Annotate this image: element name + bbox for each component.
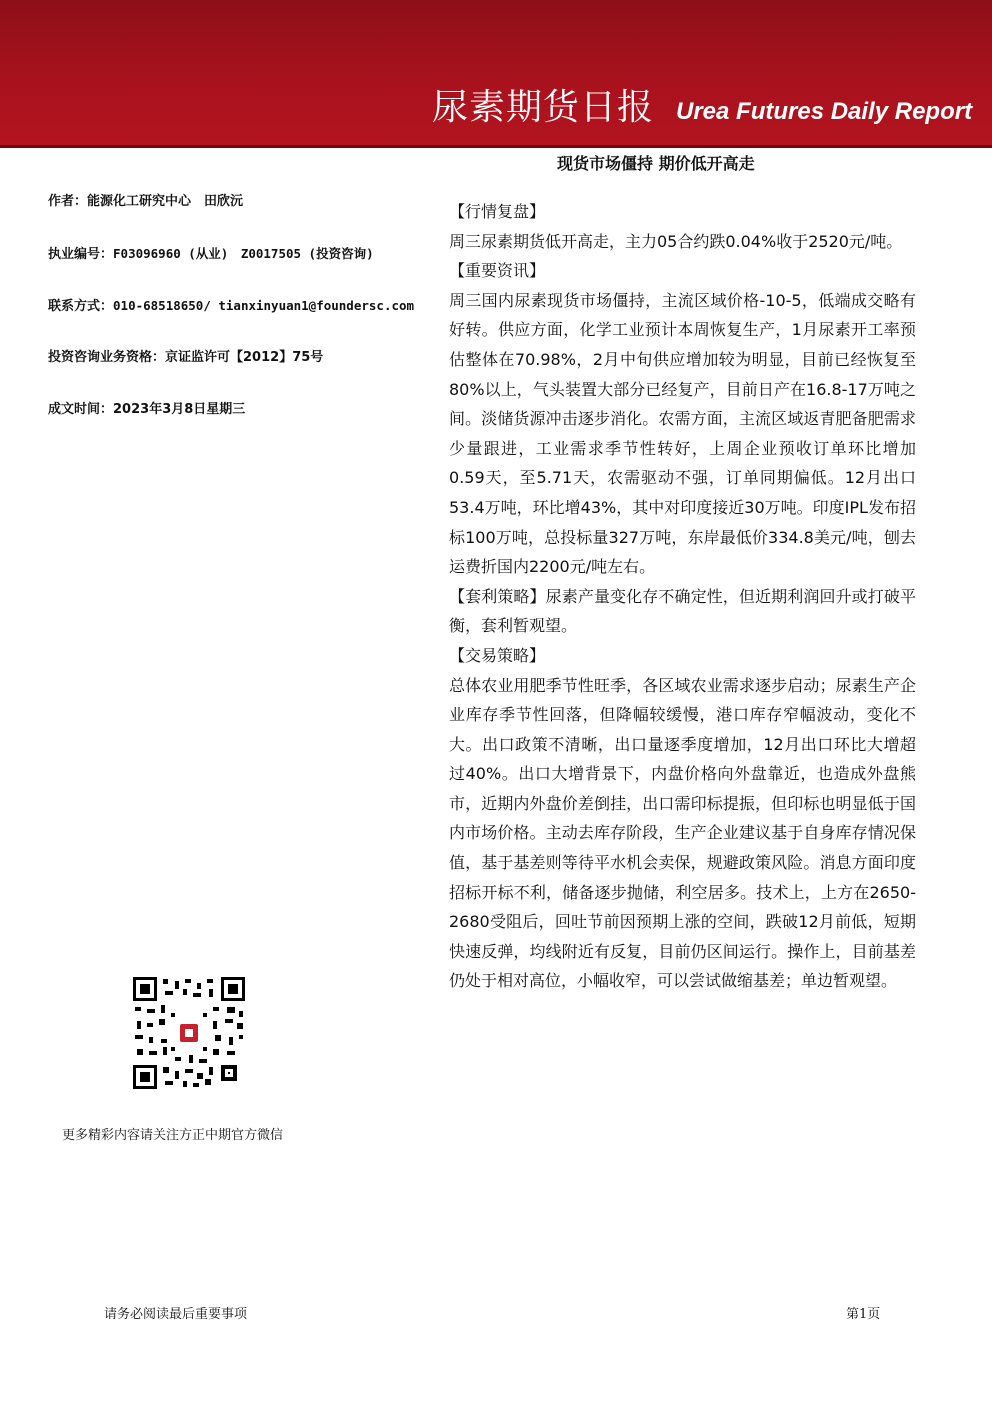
report-title-en: Urea Futures Daily Report — [676, 98, 973, 125]
trading-heading: 【交易策略】 — [449, 645, 546, 665]
arbitrage-paragraph — [449, 582, 916, 641]
author-line — [48, 192, 243, 212]
license-value: F03096960 (从业) Z0017505 (投资咨询) — [113, 246, 374, 261]
report-body — [449, 197, 916, 996]
footer-notice: 请务必阅读最后重要事项 — [104, 1307, 248, 1322]
arbitrage-text: 尿素产量变化存不确定性，但近期利润回升或打破平衡，套利暂观望。 — [449, 586, 916, 636]
license-line — [48, 244, 374, 265]
contact-line — [48, 296, 414, 317]
qualification-line — [48, 348, 323, 368]
date-value: 2023年3月8日星期三 — [113, 402, 246, 417]
author-label: 作者： — [48, 194, 88, 209]
market-review-heading: 【行情复盘】 — [449, 202, 546, 221]
date-label: 成文时间： — [48, 402, 114, 417]
qualification-value: 京证监许可【2012】75号 — [165, 350, 324, 365]
report-subtitle: 现货市场僵持 期价低开高走 — [557, 154, 755, 173]
news-heading: 【重要资讯】 — [449, 261, 546, 281]
qualification-label: 投资咨询业务资格： — [48, 350, 166, 365]
author-value: 能源化工研究中心 田欣沅 — [87, 194, 244, 209]
report-title-cn: 尿素期货日报 — [432, 87, 655, 128]
license-label: 执业编号： — [48, 247, 114, 262]
market-review-text: 周三尿素期货低开高走，主力05合约跌0.04%收于2520元/吨。 — [449, 231, 903, 251]
date-line — [48, 400, 245, 420]
contact-value: 010-68518650/ tianxinyuan1@foundersc.com — [113, 298, 415, 313]
header-divider — [0, 145, 992, 148]
wechat-qr-code — [133, 977, 245, 1089]
arbitrage-heading: 【套利策略】 — [449, 586, 546, 606]
trading-text: 总体农业用肥季节性旺季，各区域农业需求逐步启动；尿素生产企业库存季节性回落，但降幅较缓慢，港口库存窄幅波动，变化不大。出口政策不清晰，出口量逐季度增加，12月出口环比大增超过40%。出口大增背景下，内盘价格向外盘靠近，也造成外盘熊市，近期内外盘价差倒挂，出口需印标提振，但印标也明显低于国内市场价格。主动去库存阶段，生产企业建议基于自身库存情况保值，基于基差则等待平水机会卖保，规避政策风险。消息方面印度招标开标不利，储备逐步抛储，利空居多。技术上，上方在2650-2680受阻后，回吐节前因预期上涨的空间，跌破12月前低，短期快速反弹，均线附近有反复，目前仍区间运行。操作上，目前基差仍处于相对高位，小幅收窄，可以尝试做缩基差；单边暂观望。 — [449, 675, 916, 991]
qr-caption: 更多精彩内容请关注方正中期官方微信 — [62, 1128, 284, 1143]
contact-label: 联系方式： — [48, 299, 114, 314]
news-text: 周三国内尿素现货市场僵持，主流区域价格-10-5，低端成交略有好转。供应方面，化学工业预计本周恢复生产，1月尿素开工率预估整体在70.98%，2月中旬供应增加较为明显，目前已经恢复至80%以上，气头装置大部分已经复产，目前日产在16.8-17万吨之间。淡储货源冲击逐步消化。农需方面，主流区域返青肥备肥需求少量跟进，工业需求季节性转好，上周企业预收订单环比增加0.59天，至5.71天，农需驱动不强，订单同期偏低。12月出口53.4万吨，环比增43%，其中对印度接近30万吨。印度IPL发布招标100万吨，总投标量327万吨，东岸最低价334.8美元/吨，刨去运费折国内2200元/吨左右。 — [449, 290, 916, 577]
page-number: 第1页 — [846, 1307, 881, 1322]
